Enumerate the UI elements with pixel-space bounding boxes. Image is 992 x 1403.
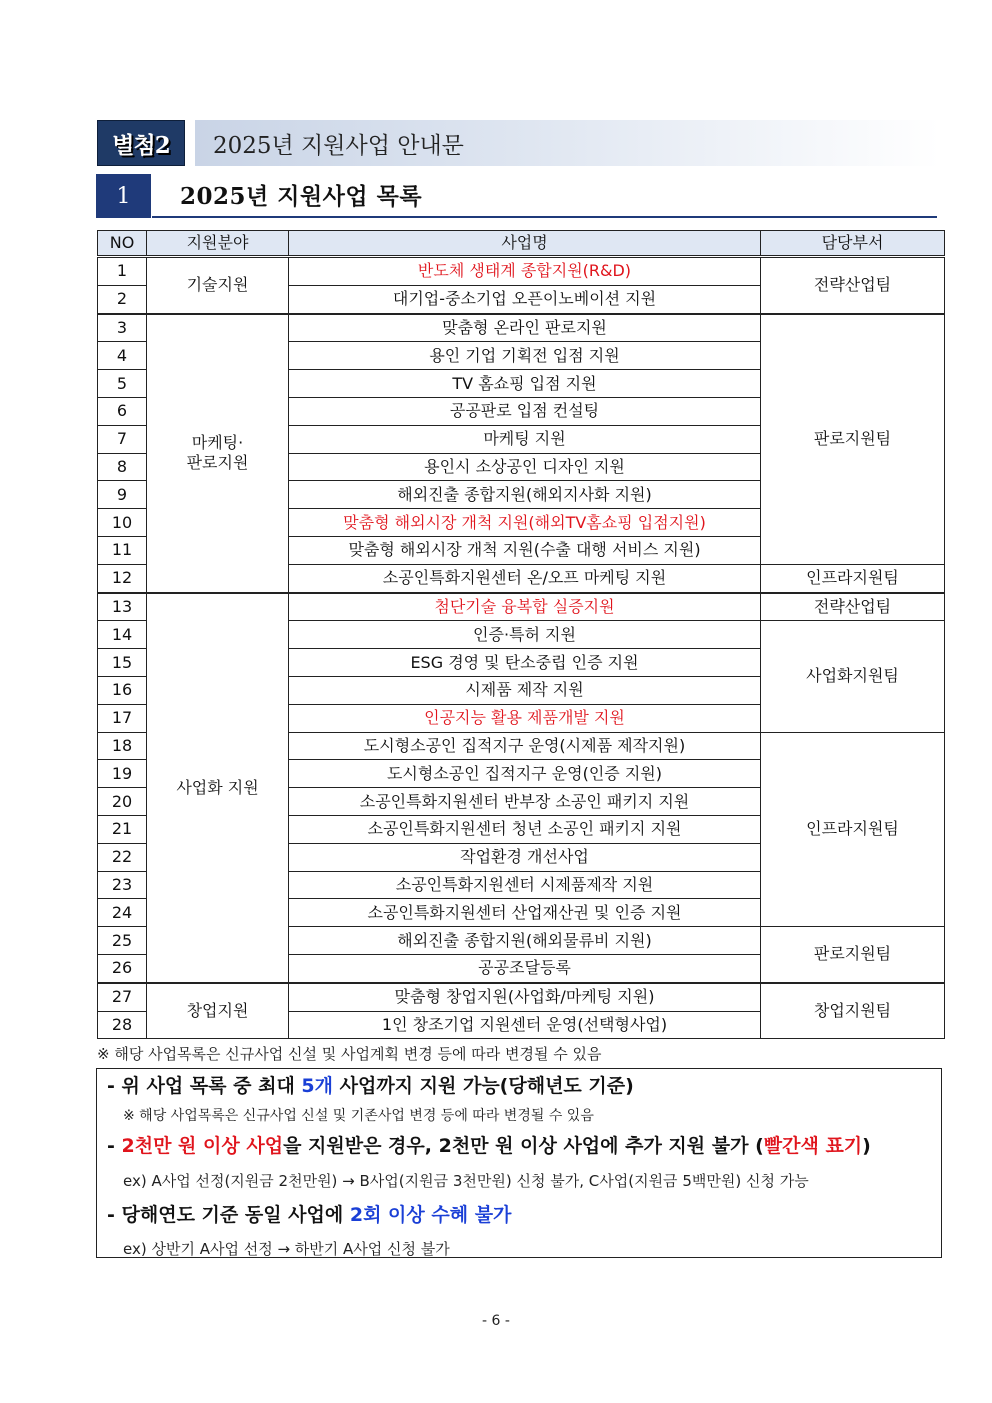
program-name: 소공인특화지원센터 반부장 소공인 패키지 지원 [289,788,761,816]
row-no: 19 [98,760,147,788]
program-name: 소공인특화지원센터 산업재산권 및 인증 지원 [289,899,761,927]
program-name: 시제품 제작 지원 [289,676,761,704]
program-name: 대기업-중소기업 오픈이노베이션 지원 [289,285,761,313]
table-row [98,593,945,621]
header-field: 지원분야 [147,231,289,257]
row-no: 1 [98,257,147,286]
program-name: 맞춤형 해외시장 개척 지원(수출 대행 서비스 지원) [289,536,761,564]
rule-highlight: 빨간색 표기 [763,1135,863,1157]
row-no: 26 [98,954,147,982]
program-name: 해외진출 종합지원(해외물류비 지원) [289,927,761,955]
row-no: 7 [98,425,147,453]
program-name: 소공인특화지원센터 시제품제작 지원 [289,871,761,899]
program-name: 맞춤형 창업지원(사업화/마케팅 지원) [289,983,761,1011]
program-name: 맞춤형 해외시장 개척 지원(해외TV홈쇼핑 입점지원) [289,509,761,537]
field-cell: 창업지원 [147,983,289,1039]
program-name: 마케팅 지원 [289,425,761,453]
rule-text: - 당해연도 기준 동일 사업에 [107,1204,350,1226]
rule-example: ex) A사업 선정(지원금 2천만원) → B사업(지원금 3천만원) 신청 불가, C사업(지원금 5백만원) 신청 가능 [123,1172,809,1190]
rule-note: ※ 해당 사업목록은 신규사업 신설 및 기존사업 변경 등에 따라 변경될 수 있음 [123,1108,594,1124]
program-name: 작업환경 개선사업 [289,843,761,871]
row-no: 24 [98,899,147,927]
rule-example: ex) 상반기 A사업 선정 → 하반기 A사업 신청 불가 [123,1240,450,1258]
rule-max-programs [107,1071,634,1098]
header-department: 담당부서 [761,231,945,257]
rule-text: - [107,1135,122,1157]
program-name: 인증·특허 지원 [289,621,761,649]
program-name: TV 홈쇼핑 입점 지원 [289,370,761,398]
program-name: 1인 창조기업 지원센터 운영(선택형사업) [289,1011,761,1039]
program-name: 용인시 소상공인 디자인 지원 [289,453,761,481]
attachment-badge: 별첨2 [97,120,185,166]
rule-text: 을 지원받은 경우, 2천만 원 이상 사업에 추가 지원 불가 ( [283,1135,764,1157]
row-no: 13 [98,593,147,621]
row-no: 10 [98,509,147,537]
row-no: 25 [98,927,147,955]
department-cell: 판로지원팀 [761,927,945,983]
department-cell: 전략산업팀 [761,257,945,314]
row-no: 17 [98,704,147,732]
document-title [195,120,940,166]
program-name: 반도체 생태계 종합지원(R&D) [289,257,761,286]
program-name: 소공인특화지원센터 청년 소공인 패키지 지원 [289,815,761,843]
row-no: 27 [98,983,147,1011]
row-no: 11 [98,536,147,564]
row-no: 8 [98,453,147,481]
field-cell: 기술지원 [147,257,289,314]
program-name: 인공지능 활용 제품개발 지원 [289,704,761,732]
rule-duplicate-limit [107,1200,511,1227]
program-name: 용인 기업 기획전 입점 지원 [289,342,761,370]
row-no: 6 [98,397,147,425]
department-cell: 인프라지원팀 [761,564,945,592]
field-line: 마케팅· [191,433,244,453]
department-cell: 창업지원팀 [761,983,945,1039]
section-underline [152,216,937,218]
table-row [98,983,945,1011]
program-name: 첨단기술 융복합 실증지원 [289,593,761,621]
program-name: ESG 경영 및 탄소중립 인증 지원 [289,649,761,677]
row-no: 22 [98,843,147,871]
header-no: NO [98,231,147,257]
program-name: 소공인특화지원센터 온/오프 마케팅 지원 [289,564,761,592]
header-program-name: 사업명 [289,231,761,257]
field-cell: 사업화 지원 [147,593,289,983]
row-no: 15 [98,649,147,677]
program-name: 맞춤형 온라인 판로지원 [289,314,761,342]
program-name: 공공조달등록 [289,954,761,982]
row-no: 2 [98,285,147,313]
department-cell: 인프라지원팀 [761,732,945,927]
row-no: 5 [98,370,147,398]
program-name: 도시형소공인 집적지구 운영(인증 지원) [289,760,761,788]
row-no: 21 [98,815,147,843]
page-number: - 6 - [482,1313,510,1329]
support-program-table [97,230,945,1039]
section-number: 1 [96,174,151,218]
rule-text: ) [862,1135,871,1157]
rule-highlight: 5개 [301,1075,333,1097]
section-title: 2025년 지원사업 목록 [180,183,423,210]
department-cell: 판로지원팀 [761,314,945,565]
row-no: 3 [98,314,147,342]
department-cell: 사업화지원팀 [761,621,945,732]
program-name: 도시형소공인 집적지구 운영(시제품 제작지원) [289,732,761,760]
rule-text: - 위 사업 목록 중 최대 [107,1075,302,1097]
document-title-text: 2025년 지원사업 안내문 [213,132,464,159]
field-line: 판로지원 [186,453,249,473]
rule-highlight: 2천만 원 이상 사업 [121,1135,284,1157]
rule-highlight: 2회 이상 수혜 불가 [349,1204,512,1226]
row-no: 18 [98,732,147,760]
table-row [98,257,945,286]
rule-text: 사업까지 지원 가능(당해년도 기준) [333,1075,634,1097]
row-no: 23 [98,871,147,899]
row-no: 16 [98,676,147,704]
row-no: 9 [98,481,147,509]
department-cell: 전략산업팀 [761,593,945,621]
program-name: 공공판로 입점 컨설팅 [289,397,761,425]
table-header-row [98,231,945,257]
table-footnote: ※ 해당 사업목록은 신규사업 신설 및 사업계획 변경 등에 따라 변경될 수 있음 [97,1045,602,1063]
row-no: 20 [98,788,147,816]
support-rules-box [96,1068,942,1258]
field-cell [147,314,289,593]
rule-20m-limit [107,1131,871,1158]
program-name: 해외진출 종합지원(해외지사화 지원) [289,481,761,509]
row-no: 12 [98,564,147,592]
table-row [98,314,945,342]
row-no: 4 [98,342,147,370]
row-no: 14 [98,621,147,649]
row-no: 28 [98,1011,147,1039]
